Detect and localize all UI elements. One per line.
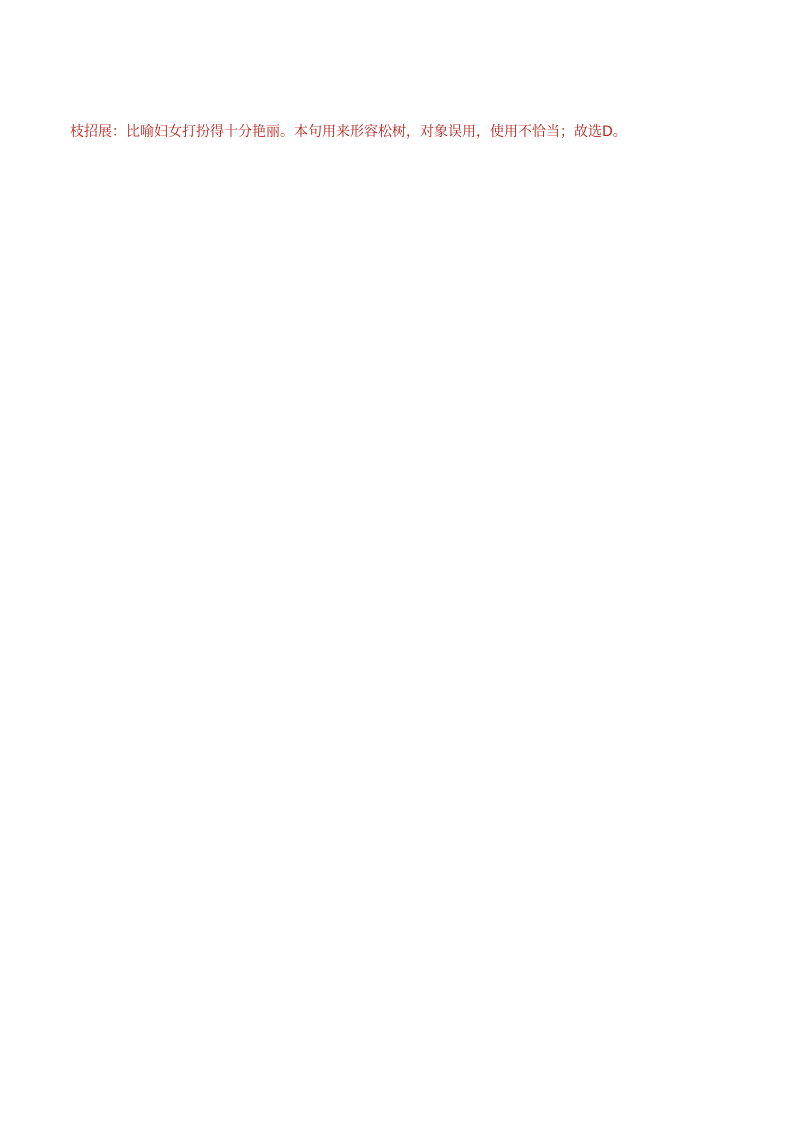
explanation-continued: 枝招展：比喻妇女打扮得十分艳丽。本句用来形容松树，对象误用，使用不恰当；故选D。 [70, 124, 627, 140]
